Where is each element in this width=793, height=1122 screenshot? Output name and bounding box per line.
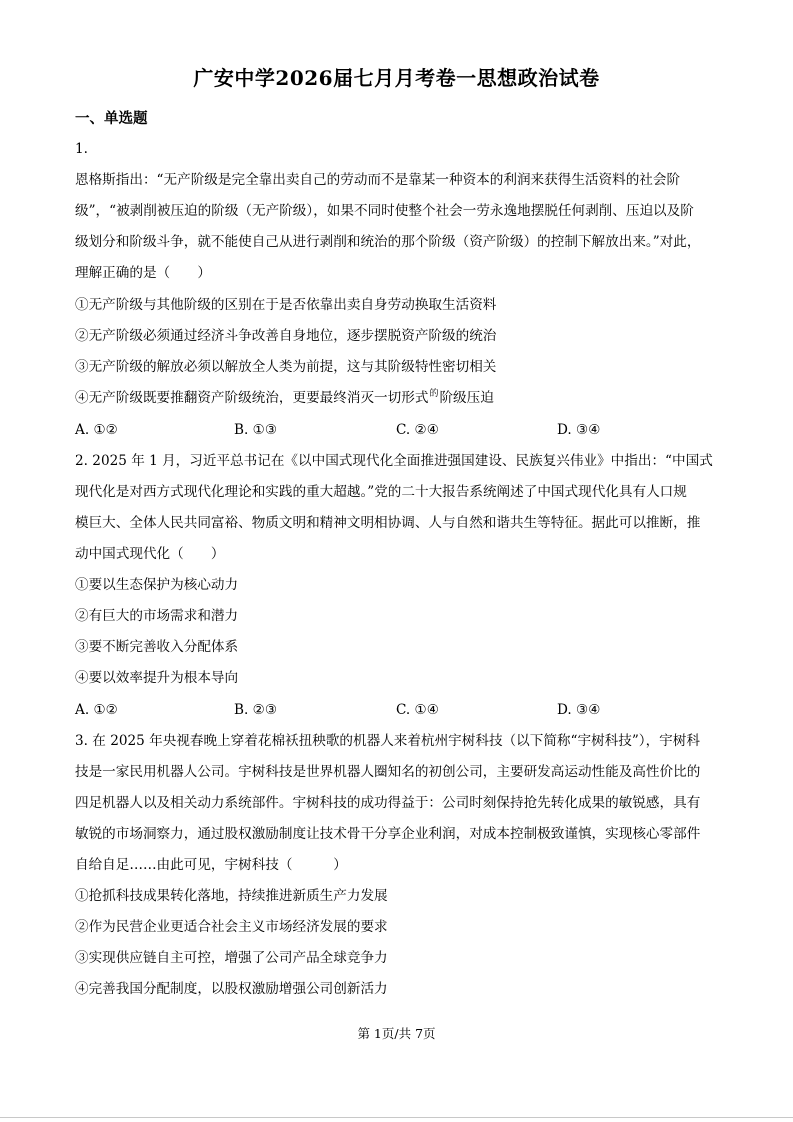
statement-text: 阶级压迫 — [439, 390, 494, 406]
page-footer: 第 1页/共 7页 — [357, 1026, 436, 1041]
statement-text: ④无产阶级既要推翻资产阶级统治，更要最终消灭一切形式 — [75, 390, 429, 406]
statement — [75, 389, 494, 407]
raised-glyph: 的 — [429, 389, 439, 399]
statement: ④完善我国分配制度，以股权激励增强公司创新活力 — [75, 981, 388, 997]
question-stem-line: 现代化是对西方式现代化理论和实践的重大超越。”党的二十大报告系统阐述了中国式现代化具有人口规 — [75, 484, 687, 500]
statement: ④要以效率提升为根本导向 — [75, 670, 239, 686]
question-stem-line: 恩格斯指出：“无产阶级是完全靠出卖自己的劳动而不是靠某一种资本的利润来获得生活资料的社会阶 — [75, 172, 681, 188]
option-b: B. ①③ — [234, 422, 278, 438]
question-stem-line: 动中国式现代化（ ） — [75, 546, 225, 562]
statement: ②有巨大的市场需求和潜力 — [75, 608, 239, 624]
statement: ③实现供应链自主可控，增强了公司产品全球竞争力 — [75, 950, 388, 966]
question-stem-line: 模巨大、全体人民共同富裕、物质文明和精神文明相协调、人与自然和谐共生等特征。据此可以推断，推 — [75, 515, 701, 531]
statement: ①要以生态保护为核心动力 — [75, 577, 239, 593]
question-number: 1. — [75, 141, 88, 157]
page-divider — [0, 1117, 793, 1118]
question-stem-line: 理解正确的是（ ） — [75, 265, 211, 281]
option-c: C. ①④ — [396, 702, 439, 718]
question-stem-line: 四足机器人以及相关动力系统部件。宇树科技的成功得益于：公司时刻保持抢先转化成果的敏锐感，具有 — [75, 795, 701, 811]
option-d: D. ③④ — [557, 702, 601, 718]
option-c: C. ②④ — [396, 422, 439, 438]
option-a: A. ①② — [75, 702, 118, 718]
question-stem-line: 级划分和阶级斗争，就不能使自己从进行剥削和统治的那个阶级（资产阶级）的控制下解放出来。”对此， — [75, 234, 701, 250]
statement: ②无产阶级必须通过经济斗争改善自身地位，逐步摆脱资产阶级的统治 — [75, 328, 497, 344]
question-stem-line: 技是一家民用机器人公司。宇树科技是世界机器人圈知名的初创公司，主要研发高运动性能及高性价比的 — [75, 764, 701, 780]
page-title: 广安中学2026届七月月考卷一思想政治试卷 — [193, 66, 600, 90]
question-stem-line: 级”，“被剥削被压迫的阶级（无产阶级），如果不同时使整个社会一劳永逸地摆脱任何剥削、压迫以及阶 — [75, 203, 694, 219]
statement: ③要不断完善收入分配体系 — [75, 639, 239, 655]
section-heading: 一、单选题 — [75, 110, 148, 127]
question-stem-line: 2. 2025 年 1 月，习近平总书记在《以中国式现代化全面推进强国建设、民族复兴伟业》中指出：“中国式 — [75, 453, 713, 469]
question-stem-line: 敏锐的市场洞察力，通过股权激励制度让技术骨干分享企业利润，对成本控制极致谨慎，实现核心零部件 — [75, 826, 701, 842]
question-stem-line: 自给自足……由此可见，宇树科技（ ） — [75, 857, 347, 873]
statement: ②作为民营企业更适合社会主义市场经济发展的要求 — [75, 919, 388, 935]
option-a: A. ①② — [75, 422, 118, 438]
statement: ③无产阶级的解放必须以解放全人类为前提，这与其阶级特性密切相关 — [75, 359, 497, 375]
option-d: D. ③④ — [557, 422, 601, 438]
question-stem-line: 3. 在 2025 年央视春晚上穿着花棉袄扭秧歌的机器人来着杭州宇树科技（以下简称“宇树科技”），宇树科 — [75, 733, 700, 749]
statement: ①抢抓科技成果转化落地，持续推进新质生产力发展 — [75, 888, 388, 904]
statement: ①无产阶级与其他阶级的区别在于是否依靠出卖自身劳动换取生活资料 — [75, 297, 497, 313]
option-b: B. ②③ — [234, 702, 278, 718]
